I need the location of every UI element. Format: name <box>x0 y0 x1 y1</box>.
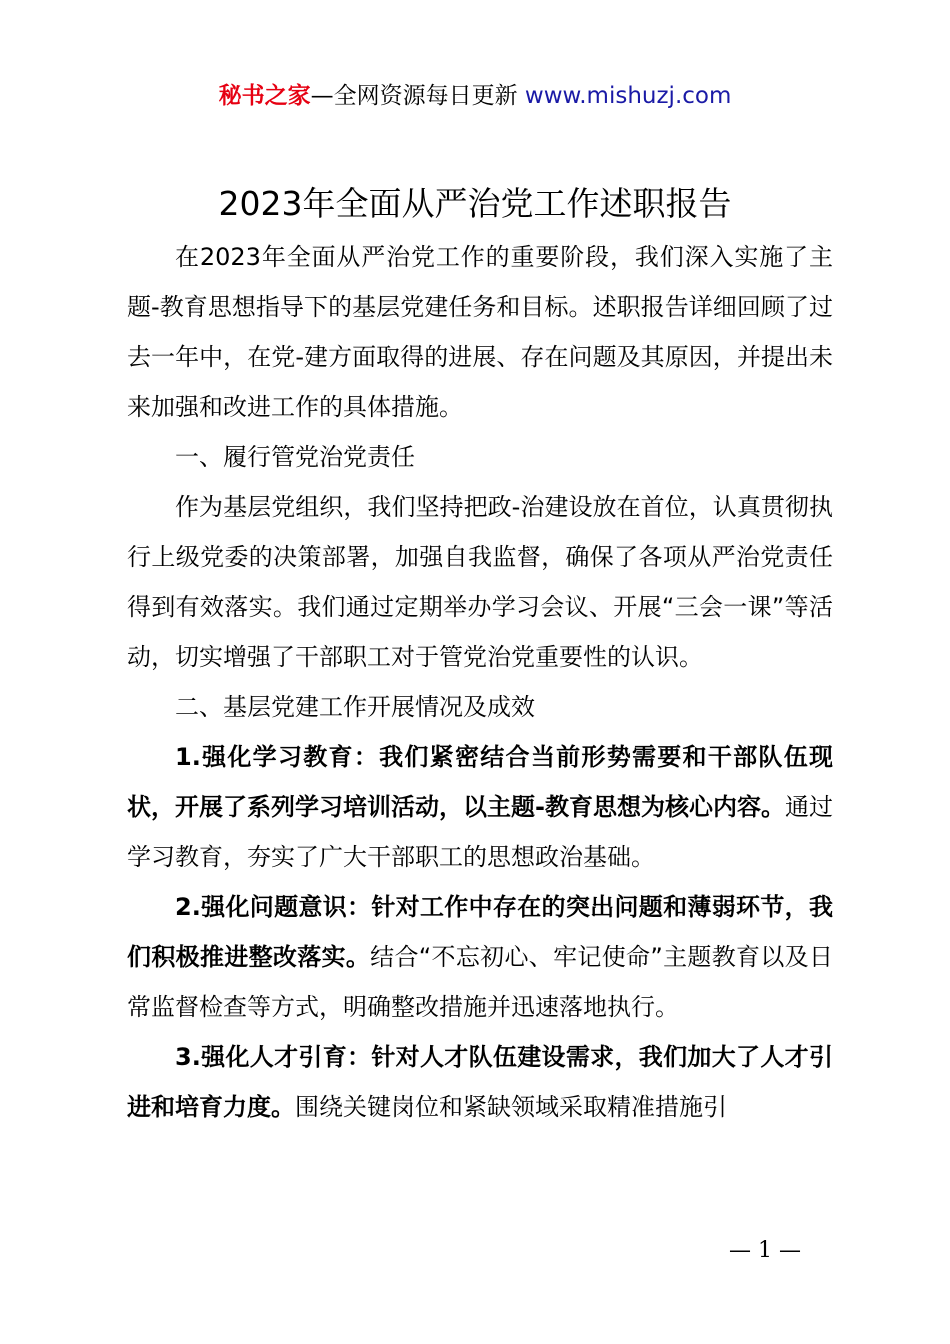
item-3-lead: 3.强化人才引育：针对人才队伍建设需求，我们加大了人才引进和培育力度。 <box>127 1043 833 1121</box>
section-heading-1 <box>127 432 833 482</box>
item-1-lead: 1.强化学习教育：我们紧密结合当前形势需要和干部队伍现状，开展了系列学习培训活动，以主题-教育思想为核心内容。 <box>127 743 833 821</box>
banner-brand: 秘书之家 <box>218 83 311 109</box>
item-2-lead: 2.强化问题意识：针对工作中存在的突出问题和薄弱环节，我们积极推进整改落实。 <box>127 893 833 971</box>
paragraph-text: 通过学习教育，夯实了广大干部职工的思想政治基础。 <box>127 793 834 871</box>
paragraph-text: 在2023年全面从严治党工作的重要阶段，我们深入实施了主题-教育思想指导下的基层党建任务和目标。述职报告详细回顾了过去一年中，在党-建方面取得的进展、存在问题及其原因，并提出未来加强和改进工作的具体措施。 <box>127 243 833 421</box>
page-number: — 1 — <box>729 1238 801 1263</box>
document-title: 2023年全面从严治党工作述职报告 <box>218 184 732 223</box>
section-heading-2 <box>127 682 833 732</box>
paragraph-text: 作为基层党组织，我们坚持把政-治建设放在首位，认真贯彻执行上级党委的决策部署，加强自我监督，确保了各项从严治党责任得到有效落实。我们通过定期举办学习会议、开展“三会一课”等活动，切实增强了干部职工对于管党治党重要性的认识。 <box>127 493 833 671</box>
heading-text: 一、履行管党治党责任 <box>175 443 415 471</box>
banner-url-link[interactable]: www.mishuzj.com <box>524 83 732 109</box>
section-1-paragraph <box>127 482 833 682</box>
document-body <box>127 232 833 1132</box>
item-1-paragraph <box>127 732 833 882</box>
paragraph-text: 结合“不忘初心、牢记使命”主题教育以及日常监督检查等方式，明确整改措施并迅速落地执行。 <box>127 943 834 1021</box>
item-3-paragraph <box>127 1032 833 1132</box>
heading-text: 二、基层党建工作开展情况及成效 <box>175 693 535 721</box>
intro-paragraph <box>127 232 833 432</box>
paragraph-text: 围绕关键岗位和紧缺领域采取精准措施引 <box>295 1093 727 1121</box>
banner-slogan: —全网资源每日更新 <box>310 83 518 109</box>
item-2-paragraph <box>127 882 833 1032</box>
site-banner <box>0 80 950 112</box>
